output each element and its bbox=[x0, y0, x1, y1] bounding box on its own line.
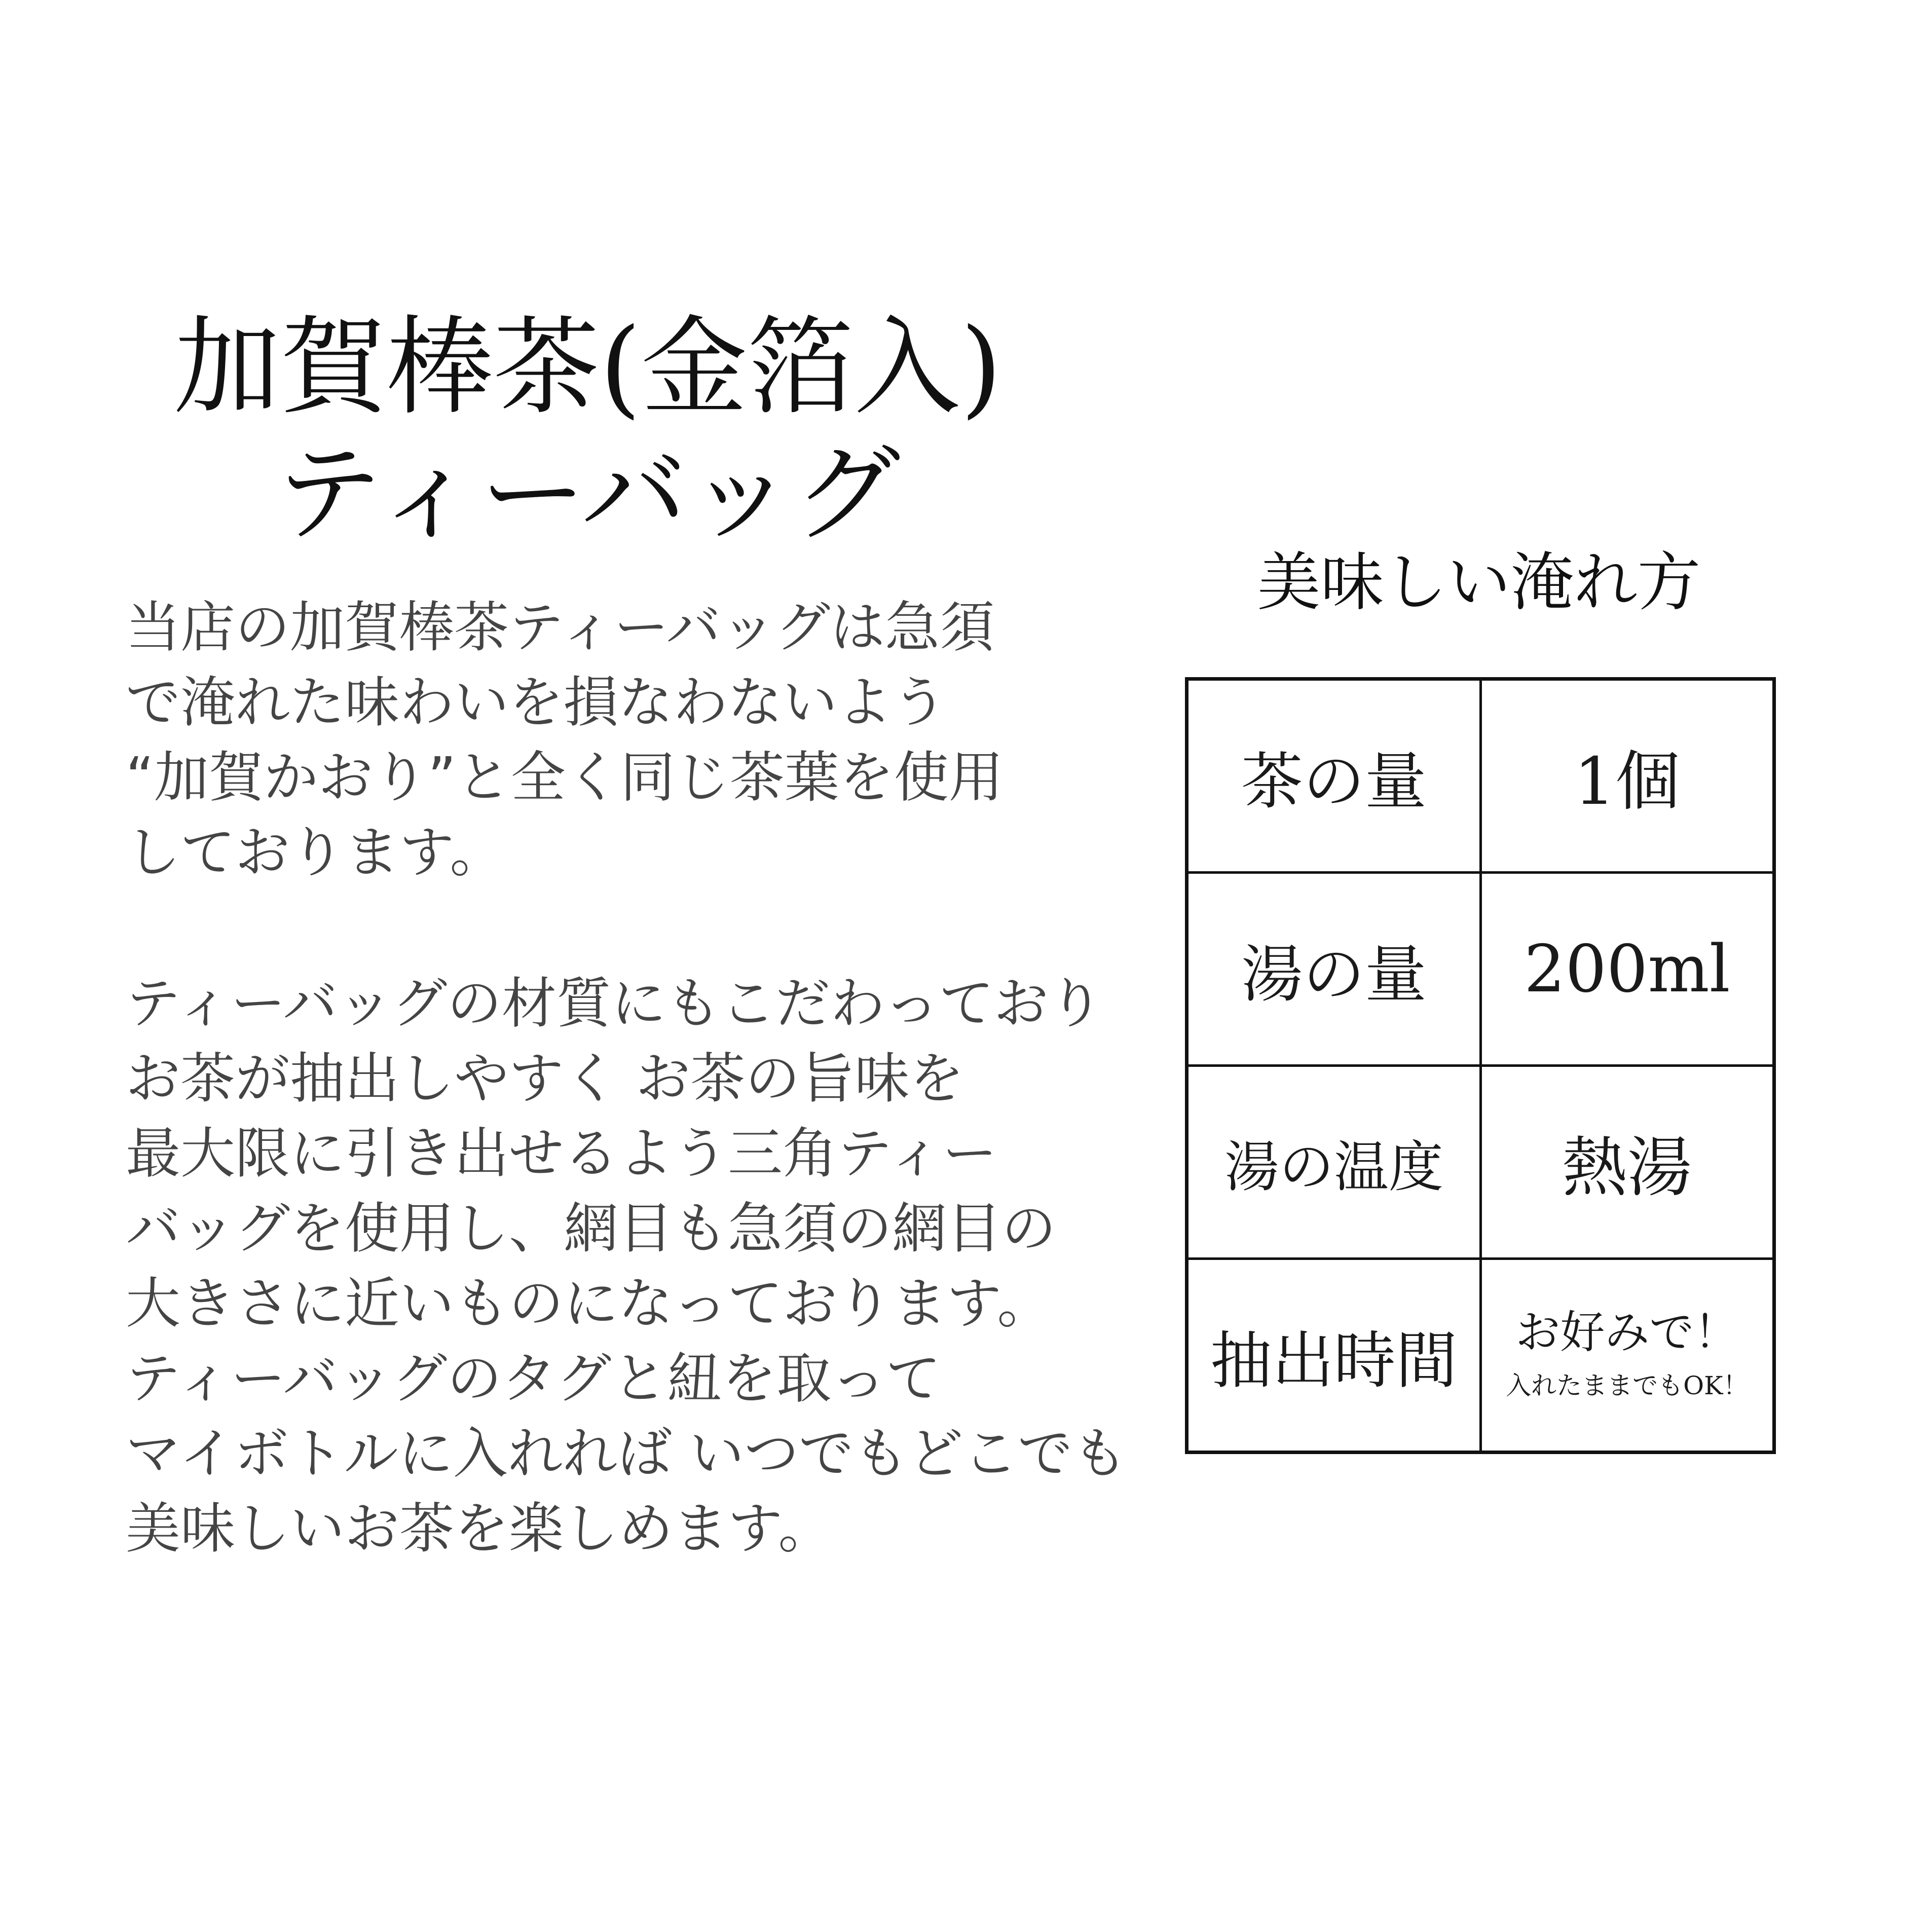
brewing-value-steep-time-note: 入れたままでもOK！ bbox=[1506, 1371, 1749, 1400]
brewing-label-tea-amount: 茶の量 bbox=[1187, 679, 1481, 873]
paragraph-gap bbox=[126, 890, 1165, 967]
brewing-value-tea-amount: 1個 bbox=[1480, 679, 1774, 873]
description-line: 大きさに近いものになっております。 bbox=[126, 1272, 1052, 1335]
table-row bbox=[1187, 679, 1774, 873]
description-line: ティーバッグの材質にもこだわっており bbox=[126, 972, 1103, 1035]
product-description bbox=[126, 590, 1165, 1567]
brewing-value-water-temperature: 熱湯 bbox=[1480, 1066, 1774, 1259]
description-line: お茶が抽出しやすく お茶の旨味を bbox=[126, 1047, 964, 1110]
brewing-label-steep-time: 抽出時間 bbox=[1187, 1259, 1481, 1453]
table-row bbox=[1187, 873, 1774, 1066]
table-row bbox=[1187, 1066, 1774, 1259]
description-line: で淹れた味わいを損なわないよう bbox=[126, 671, 947, 734]
description-line: バッグを使用し、網目も急須の網目の bbox=[126, 1197, 1057, 1260]
brewing-value-steep-time-cell bbox=[1480, 1259, 1774, 1453]
brewing-value-steep-time: お好みで！ bbox=[1515, 1306, 1739, 1358]
brewing-label-water-temperature: 湯の温度 bbox=[1187, 1066, 1481, 1259]
description-line: 美味しいお茶を楽しめます。 bbox=[126, 1497, 833, 1561]
description-line: 最大限に引き出せるよう三角ティー bbox=[126, 1122, 997, 1185]
description-line: しております。 bbox=[126, 821, 505, 884]
product-title bbox=[132, 304, 1044, 558]
product-title-line-2: ティーバッグ bbox=[275, 432, 901, 556]
description-line: マイボトルに入れれば いつでもどこでも bbox=[126, 1422, 1128, 1485]
description-line: “加賀かおり”と全く同じ茶葉を使用 bbox=[126, 746, 1004, 809]
brewing-label-water-amount: 湯の量 bbox=[1187, 873, 1481, 1066]
table-row bbox=[1187, 1259, 1774, 1453]
brewing-method-heading: 美味しい淹れ方 bbox=[1257, 546, 1701, 619]
description-line: 当店の加賀棒茶ティーバッグは急須 bbox=[126, 596, 994, 659]
description-line: ティーバッグのタグと紐を取って bbox=[126, 1347, 941, 1410]
brewing-table bbox=[1185, 677, 1776, 1454]
product-title-line-1: 加賀棒茶(金箔入) bbox=[174, 305, 1002, 429]
brewing-value-water-amount: 200ml bbox=[1480, 873, 1774, 1066]
